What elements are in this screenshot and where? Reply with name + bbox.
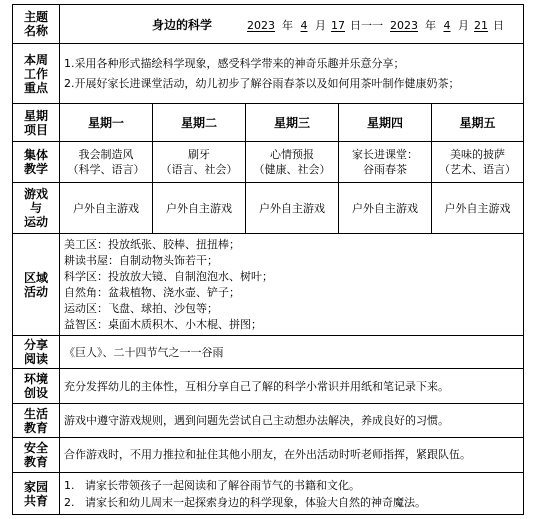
focus-cell <box>60 44 524 104</box>
weekday-label-line: 项目 <box>23 122 48 137</box>
group-label-line: 集体 <box>23 148 48 162</box>
life-label <box>13 404 60 438</box>
area-item: 益智区：桌面木质积木、小木棍、拼图； <box>64 317 262 331</box>
area-item: 运动区：飞盘、球拍、沙包等； <box>64 301 218 315</box>
area-cell <box>60 234 524 336</box>
start-year: 2023 <box>247 18 276 32</box>
home-row <box>13 473 524 515</box>
safety-education-cell: 合作游戏时，不用力推拉和扯住其他小朋友，在外出活动时听老师指挥，紧跟队伍。 <box>60 438 524 473</box>
game-label-line: 运动 <box>23 215 48 229</box>
home-label-line: 家园 <box>23 479 48 494</box>
group-domain: 谷雨春茶 <box>363 163 407 176</box>
focus-row <box>13 44 524 104</box>
weekday-friday: 星期五 <box>432 104 524 142</box>
home-label <box>13 473 60 515</box>
group-cell-wednesday <box>246 142 339 183</box>
date-separator: 一一 <box>361 18 384 32</box>
end-month: 4 <box>443 18 451 32</box>
env-label-line: 环境 <box>23 372 48 386</box>
home-cell <box>60 473 524 515</box>
topic-title: 身边的科学 <box>152 17 213 32</box>
area-label <box>13 234 60 336</box>
home-label-line: 共育 <box>23 493 48 508</box>
group-title: 心情预报 <box>270 148 314 161</box>
life-label-line: 教育 <box>23 420 48 435</box>
day-unit: 日 <box>350 18 362 32</box>
year-unit: 年 <box>282 18 294 32</box>
game-cell-wednesday: 户外自主游戏 <box>246 183 339 234</box>
topic-label <box>13 5 60 44</box>
start-month: 4 <box>300 18 308 32</box>
group-domain: （科学、语言） <box>67 163 145 176</box>
weekday-tuesday: 星期二 <box>153 104 246 142</box>
group-teaching-row <box>13 142 524 183</box>
focus-label <box>13 44 60 104</box>
group-domain: （健康、社会） <box>253 163 331 176</box>
reading-label <box>13 336 60 369</box>
reading-label-line: 分享 <box>23 338 48 352</box>
safety-label-line: 教育 <box>23 455 48 469</box>
group-cell-tuesday <box>153 142 246 183</box>
life-row <box>13 404 524 438</box>
topic-cell <box>60 5 524 44</box>
group-label <box>13 142 60 183</box>
environment-cell: 充分发挥幼儿的主体性，互相分享自己了解的科学小常识并用纸和笔记录下来。 <box>60 369 524 404</box>
reading-row <box>13 336 524 369</box>
game-label <box>13 183 60 234</box>
home-item: 2. 请家长和幼儿周末一起探索身边的科学现象，体验大自然的神奇魔法。 <box>64 495 426 509</box>
game-label-line: 游戏 <box>23 187 48 201</box>
reading-label-line: 阅读 <box>23 352 48 366</box>
focus-label-line: 本周 <box>23 52 48 67</box>
year-unit: 年 <box>425 18 437 32</box>
home-item: 1. 请家长带领孩子一起阅读和了解谷雨节气的书籍和文化。 <box>64 478 360 492</box>
env-label-line: 创设 <box>23 386 48 400</box>
game-row <box>13 183 524 234</box>
group-title: 我会制造风 <box>78 148 134 161</box>
group-cell-thursday <box>339 142 432 183</box>
area-row <box>13 234 524 336</box>
area-item: 自然角：盆栽植物、浇水壶、铲子； <box>64 285 240 299</box>
end-day: 21 <box>474 18 489 32</box>
topic-label-line: 主题 <box>23 10 48 24</box>
group-cell-monday <box>60 142 153 183</box>
start-day: 17 <box>331 18 346 32</box>
env-label <box>13 369 60 404</box>
environment-row <box>13 369 524 404</box>
area-label-line: 活动 <box>23 284 48 299</box>
safety-row <box>13 438 524 473</box>
focus-item: 2.开展好家长进课堂活动，幼儿初步了解谷雨春茶以及如何用茶叶制作健康奶茶； <box>64 76 460 90</box>
weekday-row <box>13 104 524 142</box>
reading-cell: 《巨人》、二十四节气之一一谷雨 <box>60 336 524 369</box>
group-title: 美味的披萨 <box>450 148 505 161</box>
focus-label-line: 重点 <box>23 80 48 95</box>
weekday-label-line: 星期 <box>23 108 48 123</box>
group-domain: （艺术、语言） <box>439 163 516 176</box>
area-item: 耕读书屋：自制动物头饰若干； <box>64 253 218 267</box>
life-education-cell: 游戏中遵守游戏规则，遇到问题先尝试自己主动想办法解决，养成良好的习惯。 <box>60 404 524 438</box>
group-title: 家长进课堂： <box>352 148 418 161</box>
weekday-monday: 星期一 <box>60 104 153 142</box>
end-year: 2023 <box>390 18 419 32</box>
weekday-thursday: 星期四 <box>339 104 432 142</box>
area-label-line: 区域 <box>23 270 48 285</box>
game-cell-monday: 户外自主游戏 <box>60 183 153 234</box>
group-title: 刷牙 <box>188 148 210 161</box>
area-item: 美工区：投放纸张、胶棒、扭扭棒； <box>64 237 240 251</box>
group-label-line: 教学 <box>23 162 48 176</box>
weekly-plan-table <box>12 4 524 515</box>
area-item: 科学区：投放放大镜、自制泡泡水、树叶； <box>64 269 273 283</box>
weekday-wednesday: 星期三 <box>246 104 339 142</box>
topic-label-line: 名称 <box>23 24 48 38</box>
month-unit: 月 <box>458 18 470 32</box>
game-cell-tuesday: 户外自主游戏 <box>153 183 246 234</box>
game-cell-thursday: 户外自主游戏 <box>339 183 432 234</box>
focus-item: 1.采用各种形式描绘科学现象，感受科学带来的神奇乐趣并乐意分享； <box>64 56 405 70</box>
focus-label-line: 工作 <box>23 66 48 81</box>
group-cell-friday <box>432 142 524 183</box>
safety-label <box>13 438 60 473</box>
topic-row <box>13 5 524 44</box>
game-label-line: 与 <box>29 201 42 215</box>
safety-label-line: 安全 <box>23 441 48 455</box>
game-cell-friday: 户外自主游戏 <box>432 183 524 234</box>
life-label-line: 生活 <box>23 406 48 421</box>
weekday-label <box>13 104 60 142</box>
month-unit: 月 <box>315 18 327 32</box>
day-unit: 日 <box>493 18 505 32</box>
group-domain: （语言、社会） <box>160 163 238 176</box>
